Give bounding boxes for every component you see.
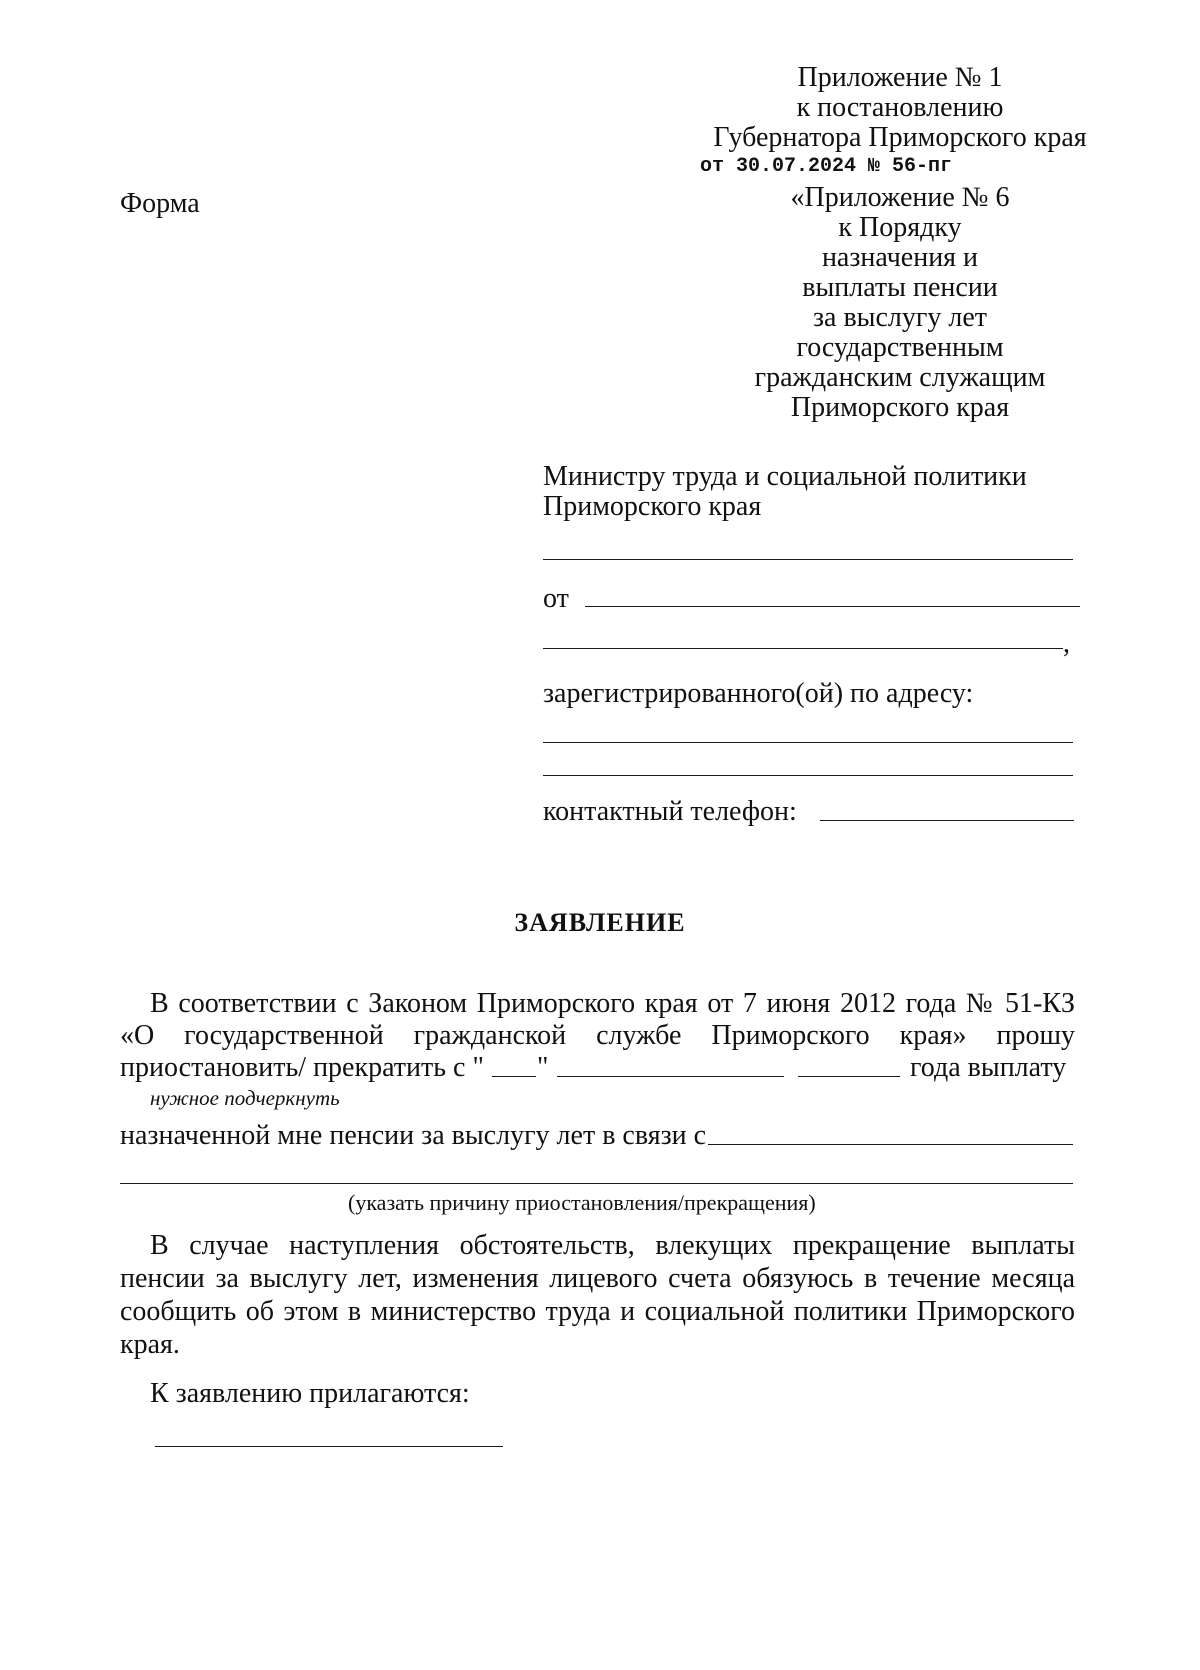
phone-label: контактный телефон: [543, 796, 797, 827]
year-payment-label: года выплату [910, 1052, 1067, 1083]
address-field-2[interactable] [543, 775, 1073, 776]
appendix-6-line: выплаты пенсии [802, 272, 998, 303]
reason-field-cont[interactable] [120, 1183, 1073, 1184]
underline-hint: нужное подчеркнуть [150, 1086, 340, 1110]
paragraph-2-text: В случае наступления обстоятельств, влекущих прекращение выплаты [150, 1230, 1075, 1261]
document-title: ЗАЯВЛЕНИЕ [514, 908, 686, 937]
year-field[interactable] [798, 1076, 900, 1077]
applicant-name-field[interactable] [585, 606, 1080, 607]
appendix-6-line: государственным [796, 332, 1004, 363]
phone-field[interactable] [820, 820, 1074, 821]
from-label: от [543, 583, 569, 614]
appendix-6-block [670, 183, 1130, 423]
attachment-field[interactable] [155, 1446, 503, 1447]
reason-caption: (указать причину приостановления/прекращения) [348, 1190, 816, 1215]
address-label: зарегистрированного(ой) по адресу: [543, 678, 974, 709]
appendix-1-line: Приложение № 1 [797, 62, 1003, 93]
reason-field[interactable] [708, 1144, 1073, 1145]
appendix-6-line: к Порядку [838, 212, 962, 243]
suspend-terminate-choice[interactable]: приостановить/ прекратить с " [120, 1052, 484, 1083]
to-decree-line: к постановлению [796, 92, 1004, 123]
quote-close: " [537, 1052, 549, 1083]
paragraph-2-line-2: пенсии за выслугу лет, изменения лицевого счета обязуюсь в течение месяца [120, 1263, 1075, 1294]
governor-line: Губернатора Приморского края [713, 122, 1087, 153]
day-field[interactable] [492, 1076, 536, 1077]
paragraph-2-line-3: сообщить об этом в министерство труда и социальной политики Приморского [120, 1296, 1075, 1327]
paragraph-1-line-4: назначенной мне пенсии за выслугу лет в связи с [120, 1120, 707, 1151]
comma: , [1063, 628, 1070, 659]
paragraph-1-line-1 [120, 990, 1075, 1018]
month-field[interactable] [557, 1076, 784, 1077]
paragraph-1-line-2: «О государственной гражданской службе Приморского края» прошу [120, 1020, 1075, 1051]
appendix-6-line: «Приложение № 6 [790, 182, 1010, 213]
appendix-6-line: за выслугу лет [812, 302, 988, 333]
attachments-label: К заявлению прилагаются: [150, 1378, 470, 1409]
official-name-field[interactable] [543, 559, 1073, 560]
appendix-6-line: назначения и [821, 242, 979, 273]
paragraph-1-text: В соответствии с Законом Приморского края от 7 июня 2012 года № 51-КЗ [150, 988, 1075, 1019]
appendix-6-line: гражданским служащим [754, 362, 1046, 393]
addressee-line-2: Приморского края [543, 491, 762, 522]
paragraph-2-line-1 [120, 1232, 1075, 1260]
decree-reference: от 30.07.2024 № 56-пг [700, 155, 953, 178]
form-label: Форма [120, 188, 200, 219]
appendix-6-line: Приморского края [790, 392, 1010, 423]
paragraph-2-line-4: края. [120, 1329, 180, 1360]
address-field-1[interactable] [543, 742, 1073, 743]
addressee-line-1: Министру труда и социальной политики [543, 461, 1027, 492]
applicant-name-field-cont[interactable] [543, 648, 1063, 649]
